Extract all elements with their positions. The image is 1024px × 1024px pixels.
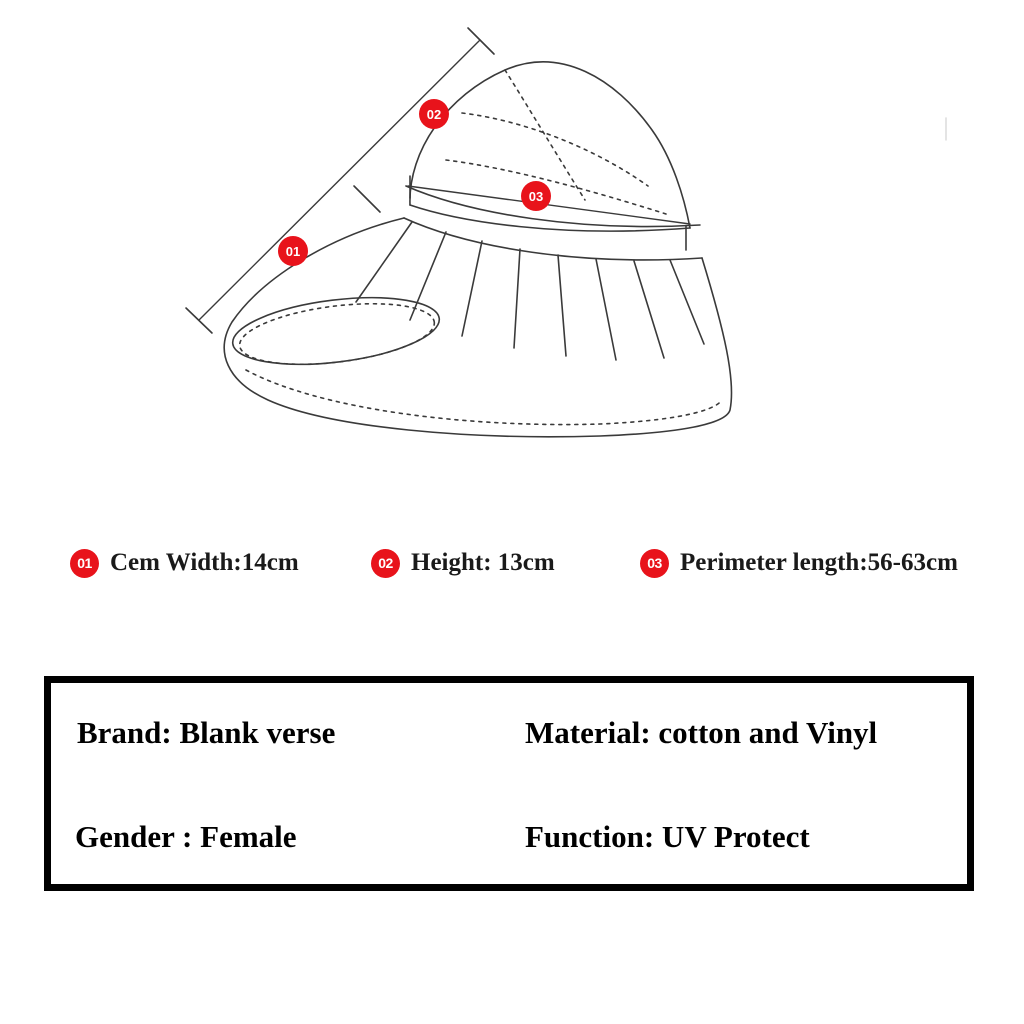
legend-badge-01: 01 [70, 549, 99, 578]
legend-label-perimeter: Perimeter length:56-63cm [680, 549, 958, 576]
legend-item-perimeter [640, 543, 958, 583]
dim-line-01 [199, 40, 480, 320]
pleat-6 [596, 259, 616, 360]
pleat-7 [634, 261, 664, 358]
legend-item-height [371, 543, 555, 583]
legend-label-height: Height: 13cm [411, 549, 555, 576]
spec-material: Material: cotton and Vinyl [525, 715, 878, 750]
legend-badge-02: 02 [371, 549, 400, 578]
callout-01-label: 01 [285, 244, 301, 259]
crown-seam-1 [462, 113, 648, 186]
callout-02 [419, 99, 449, 129]
dim-tick-02-upper [468, 28, 494, 54]
product-diagram [0, 0, 1024, 500]
legend-item-cem-width [70, 543, 299, 583]
hat-line-drawing [0, 0, 1024, 500]
pleat-4 [514, 249, 520, 348]
pleat-3 [462, 241, 482, 336]
callout-01 [278, 236, 308, 266]
band-bottom [404, 218, 702, 260]
callout-02-label: 02 [426, 107, 442, 122]
spec-gender: Gender : Female [75, 819, 297, 854]
legend-label-cem-width: Cem Width:14cm [110, 549, 299, 576]
crown-seam-3 [505, 70, 585, 200]
callout-03-label: 03 [528, 189, 544, 204]
specification-box [44, 676, 974, 891]
spec-function: Function: UV Protect [525, 819, 810, 854]
callout-03 [521, 181, 551, 211]
pleat-8 [670, 260, 704, 344]
spec-brand: Brand: Blank verse [77, 715, 336, 750]
brim-opening [229, 288, 443, 375]
crown-outline [410, 62, 690, 228]
legend-badge-03: 03 [640, 549, 669, 578]
pleat-5 [558, 255, 566, 356]
dim-tick-02-lower [354, 186, 380, 212]
pleat-1 [356, 222, 412, 302]
measurement-legend [0, 525, 1024, 605]
